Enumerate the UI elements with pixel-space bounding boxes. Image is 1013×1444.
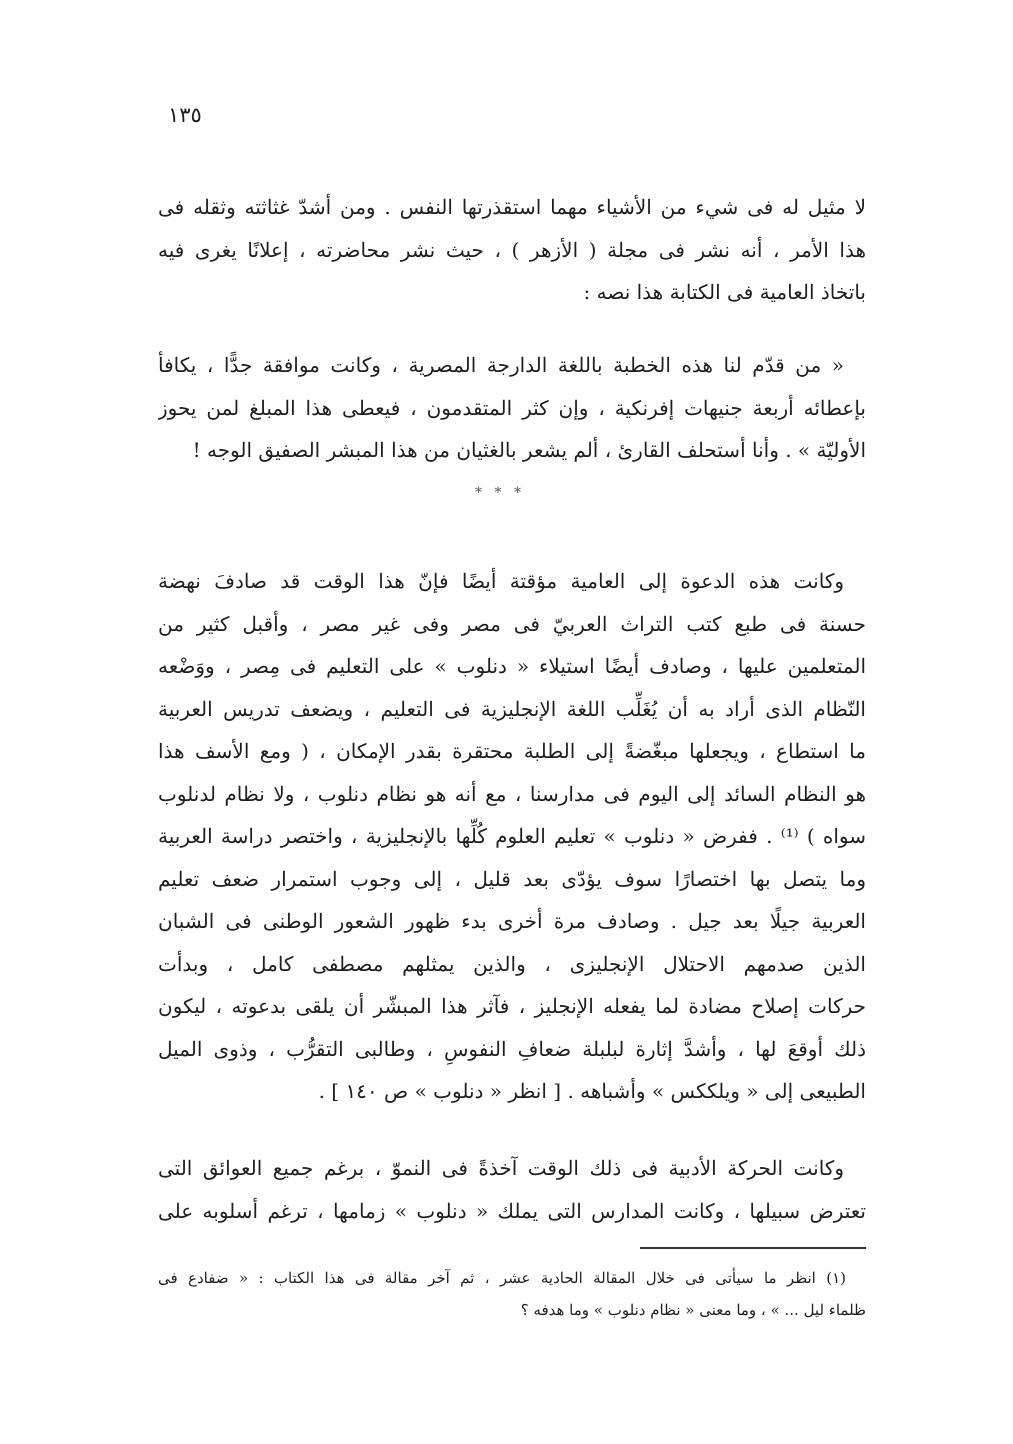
text-line: باتخاذ العامية فى الكتابة هذا نصه : — [583, 280, 866, 304]
text-line: العربية جيلًا بعد جيل . وصادف مرة أخرى بدء ظهور الشعور الوطنى فى الشبان — [158, 909, 866, 933]
text-line: وكانت هذه الدعوة إلى العامية مؤقتة أيضًا فإنّ هذا الوقت قد صادفَ نهضة — [158, 569, 844, 593]
text-line: وما يتصل بها اختصارًا سوف يؤدّى بعد قليل ، إلى وجوب استمرار ضعف تعليم — [158, 866, 866, 891]
text-line: وكانت الحركة الأدبية فى ذلك الوقت آخذةً فى النموّ ، برغم جميع العوائق التى — [158, 1156, 844, 1180]
text-line: لا مثيل له فى شيء من الأشياء مهما استقذرتها النفس . ومن أشدّ غثاثته وثقله فى — [158, 195, 866, 219]
quote-paragraph — [158, 344, 866, 472]
text-line: الأوليّة » . وأنا أستحلف القارئ ، ألم يشعر بالغثيان من هذا المبشر الصفيق الوجه ! — [192, 438, 866, 462]
text-line: ما استطاع ، ويجعلها مبغّضةً إلى الطلبة محتقرة بقدر الإمكان ، ( ومع الأسف هذا — [158, 739, 866, 763]
footnote-line: ظلماء ليل ... » ، وما معنى « نظام دنلوب » وما هدفه ؟ — [520, 1301, 866, 1319]
text-line: سواه ) ⁽¹⁾ . ففرض « دنلوب » تعليم العلوم كُلِّها بالإنجليزية ، واختصر دراسة العربية — [158, 824, 866, 848]
footnotes — [158, 1262, 866, 1326]
text-line: حركات إصلاح مضادة لما يفعله الإنجليز ، فآثر هذا المبشّر أن يلقى بدعوته ، ليكون — [158, 994, 866, 1018]
footnote-line: (١) انظر ما سيأتى فى خلال المقالة الحادية عشر ، ثم آخر مقالة فى هذا الكتاب : « ضفادع فى — [158, 1269, 846, 1287]
text-line: هو النظام السائد إلى اليوم فى مدارسنا ، مع أنه هو نظام دنلوب ، ولا نظام لدنلوب — [158, 781, 866, 806]
text-line: الذين صدمهم الاحتلال الإنجليزى ، والذين يمثلهم مصطفى كامل ، وبدأت — [158, 951, 866, 976]
text-line: تعترض سبيلها ، وكانت المدارس التى يملك « دنلوب » زمامها ، ترغم أسلوبه على — [158, 1198, 866, 1223]
footnote-divider — [640, 1247, 866, 1249]
text-line: حسنة فى طبع كتب التراث العربيّ فى مصر وفى غير مصر ، وأقبل كثير من — [158, 611, 866, 636]
page-number: ١٣٥ — [168, 103, 202, 127]
text-line: المتعلمين عليها ، وصادف أيضًا استيلاء « دنلوب » على التعليم فى مِصر ، ووَضْعه — [158, 654, 866, 678]
section-separator: * * * — [475, 485, 525, 501]
text-line: بإعطائه أربعة جنيهات إفرنكية ، وإن كثر المتقدمون ، فيعطى هذا المبلغ لمن يحوز — [158, 395, 866, 420]
text-line: هذا الأمر ، أنه نشر فى مجلة ( الأزهر ) ، حيث نشر محاضرته ، إعلانًا يغرى فيه — [158, 237, 866, 262]
text-line: ذلك أوقعَ لها ، وأشدَّ إثارة لبلبلة ضعافِ النفوسِ ، وطالبى التقرُّب ، وذوى الميل — [158, 1036, 866, 1061]
text-line: الطبيعى إلى « ويلككس » وأشباهه . [ انظر « دنلوب » ص ١٤٠ ] . — [318, 1079, 866, 1103]
paragraph-3 — [158, 560, 866, 1113]
paragraph-1 — [158, 186, 866, 314]
text-line: النّظام الذى أراد به أن يُغَلِّب اللغة الإنجليزية فى التعليم ، ويضعف تدريس العربية — [158, 696, 866, 721]
paragraph-4 — [158, 1147, 866, 1232]
text-line: « من قدّم لنا هذه الخطبة باللغة الدارجة المصرية ، وكانت موافقة جدًّا ، يكافأ — [158, 353, 844, 377]
